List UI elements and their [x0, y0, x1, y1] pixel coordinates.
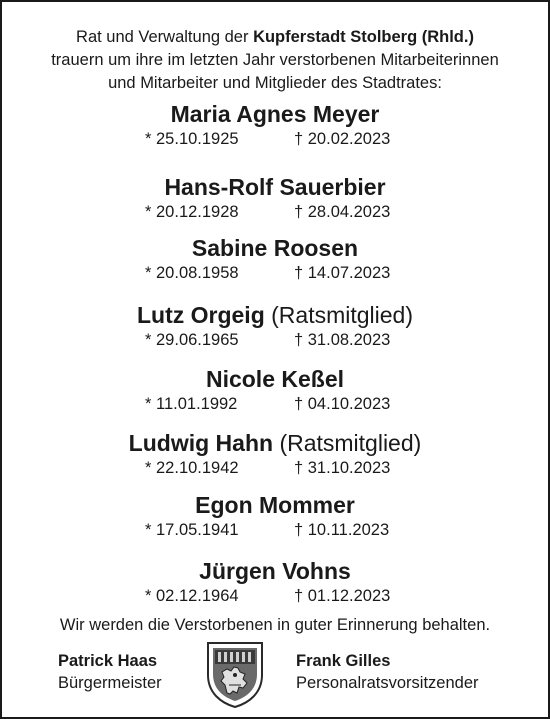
deceased-name-line [0, 365, 550, 393]
city-coat-of-arms-icon [205, 641, 265, 709]
signatory-title: Personalratsvorsitzender [296, 674, 479, 692]
deceased-name-line [0, 173, 550, 201]
deceased-dates [0, 201, 550, 223]
deceased-name-line [0, 100, 550, 128]
deceased-name-line [0, 429, 550, 457]
death-date: † 01.12.2023 [294, 587, 391, 605]
deceased-dates [0, 457, 550, 479]
deceased-dates [0, 262, 550, 284]
deceased-name-line [0, 557, 550, 585]
deceased-name: Egon Mommer [195, 492, 355, 518]
deceased-name: Jürgen Vohns [199, 558, 351, 584]
signatory-name: Patrick Haas [58, 652, 158, 670]
signature-staff-council [296, 650, 479, 694]
signatory-name: Frank Gilles [296, 652, 391, 670]
deceased-entry [0, 100, 550, 150]
deceased-entry [0, 365, 550, 415]
deceased-name-line [0, 301, 550, 329]
deceased-name: Maria Agnes Meyer [170, 101, 380, 127]
deceased-name-line [0, 234, 550, 262]
city-name: Kupferstadt Stolberg (Rhld.) [253, 28, 474, 46]
deceased-role: (Ratsmitglied) [271, 302, 414, 328]
deceased-name: Hans-Rolf Sauerbier [164, 174, 386, 200]
birth-date: * 17.05.1941 [145, 521, 239, 539]
closing-text: Wir werden die Verstorbenen in guter Erinnerung behalten. [59, 616, 491, 634]
deceased-entry [0, 491, 550, 541]
intro-line1-prefix: Rat und Verwaltung der [76, 28, 254, 46]
birth-date: * 11.01.1992 [145, 395, 238, 413]
death-date: † 28.04.2023 [294, 203, 391, 221]
deceased-name: Nicole Keßel [205, 366, 345, 392]
deceased-dates [0, 329, 550, 351]
birth-date: * 20.08.1958 [145, 264, 239, 282]
deceased-dates [0, 519, 550, 541]
birth-date: * 02.12.1964 [145, 587, 239, 605]
deceased-entry [0, 557, 550, 607]
signatory-title: Bürgermeister [58, 674, 162, 692]
deceased-name: Ludwig Hahn [128, 430, 274, 456]
birth-date: * 20.12.1928 [145, 203, 239, 221]
deceased-entry [0, 234, 550, 284]
death-date: † 10.11.2023 [294, 521, 390, 539]
deceased-name-line [0, 491, 550, 519]
birth-date: * 29.06.1965 [145, 331, 239, 349]
deceased-entry [0, 173, 550, 223]
deceased-dates [0, 393, 550, 415]
intro-line2: trauern um ihre im letzten Jahr verstorbenen Mitarbeiterinnen [51, 51, 499, 69]
deceased-role: (Ratsmitglied) [279, 430, 422, 456]
death-date: † 20.02.2023 [294, 130, 391, 148]
deceased-entry [0, 429, 550, 479]
intro-line3: und Mitarbeiter und Mitglieder des Stadtrates: [108, 74, 442, 92]
death-date: † 31.10.2023 [294, 459, 391, 477]
death-date: † 31.08.2023 [294, 331, 391, 349]
birth-date: * 25.10.1925 [145, 130, 239, 148]
deceased-entry [0, 301, 550, 351]
death-date: † 14.07.2023 [294, 264, 391, 282]
deceased-dates [0, 585, 550, 607]
deceased-dates [0, 128, 550, 150]
birth-date: * 22.10.1942 [145, 459, 239, 477]
deceased-name: Lutz Orgeig [136, 302, 265, 328]
intro-text [0, 26, 550, 95]
deceased-name: Sabine Roosen [191, 235, 359, 261]
signature-mayor [58, 650, 162, 694]
death-date: † 04.10.2023 [294, 395, 391, 413]
